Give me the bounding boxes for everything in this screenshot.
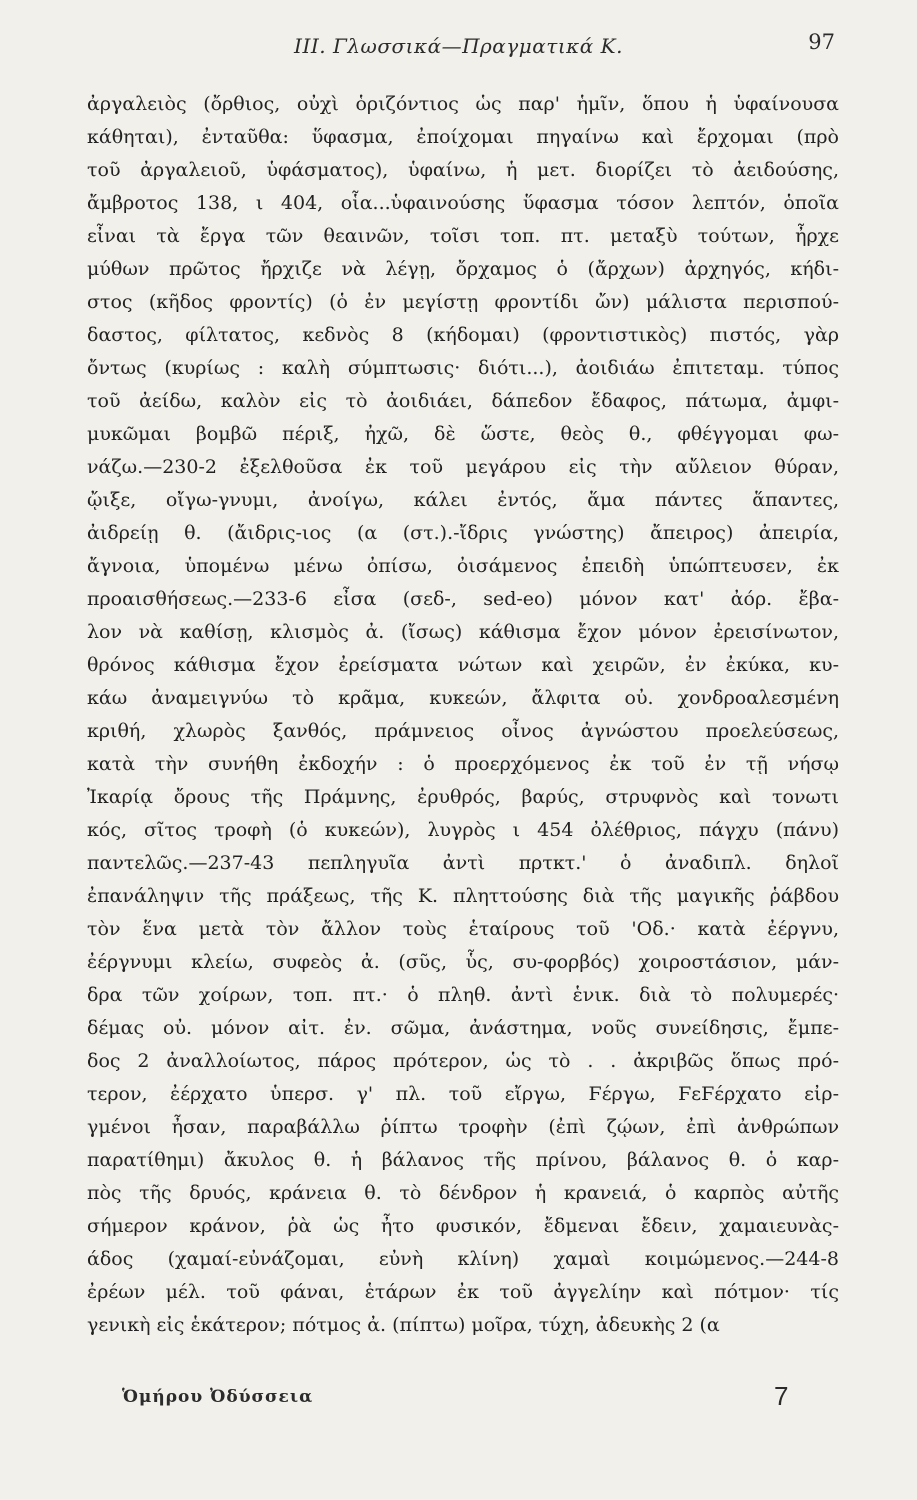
text-line: παντελῶς.—237-43 πεπληγυῖα ἀντὶ πρτκτ.' ὁ ἀναδιπλ. δηλοῖ xyxy=(87,852,839,874)
text-line: παρατίθημι) ἄκυλος θ. ἡ βάλανος τῆς πρίνου, βάλανος θ. ὁ καρ- xyxy=(87,1149,839,1171)
text-line: προαισθήσεως.—233-6 εἶσα (σεδ-, sed-eo) μόνον κατ' ἀόρ. ἔβα- xyxy=(87,588,839,610)
text-line: ἀιδρείῃ θ. (ἄιδρις-ιος (α (στ.).-ἴδρις γνώστης) ἄπειρος) ἀπειρία, xyxy=(87,522,839,544)
text-line: νάζω.—230-2 ἐξελθοῦσα ἐκ τοῦ μεγάρου εἰς τὴν αὔλειον θύραν, xyxy=(87,456,839,478)
text-line: ἐρέων μέλ. τοῦ φάναι, ἑτάρων ἐκ τοῦ ἀγγελίην καὶ πότμον· τίς xyxy=(87,1281,839,1303)
text-line: ἐπανάληψιν τῆς πράξεως, τῆς Κ. πληττούσης διὰ τῆς μαγικῆς ῥάβδου xyxy=(87,885,839,907)
text-line: τερον, ἐέρχατο ὑπερσ. γ' πλ. τοῦ εἴργω, Ϝέργω, ϜεϜέρχατο εἰρ- xyxy=(87,1083,839,1105)
text-line: άδος (χαμαί-εὐνάζομαι, εὐνὴ κλίνη) χαμαὶ κοιμώμενος.—244-8 xyxy=(87,1248,839,1270)
text-line: ᾤιξε, οἴγω-γνυμι, ἀνοίγω, κάλει ἐντός, ἅμα πάντες ἅπαντες, xyxy=(87,489,839,511)
text-line: Ἰκαρίᾳ ὄρους τῆς Πράμνης, ἐρυθρός, βαρύς, στρυφνὸς καὶ τονωτι xyxy=(87,786,839,808)
text-line: μύθων πρῶτος ἤρχιζε νὰ λέγῃ, ὄρχαμος ὁ (ἄρχων) ἀρχηγός, κήδι- xyxy=(87,258,839,280)
text-line: ἄμβροτος 138, ι 404, οἷα...ὑφαινούσης ὕφασμα τόσον λεπτόν, ὁποῖα xyxy=(87,192,839,214)
text-line: κάω ἀναμειγνύω τὸ κρᾶμα, κυκεών, ἄλφιτα οὐ. χονδροαλεσμένη xyxy=(87,687,839,709)
page-number: 97 xyxy=(808,30,835,54)
text-line: γενικὴ εἰς ἑκάτερον; πότμος ἀ. (πίπτω) μοῖρα, τύχη, ἀδευκὴς 2 (α xyxy=(87,1314,720,1336)
commentary-text xyxy=(87,88,839,1342)
text-line: τὸν ἕνα μετὰ τὸν ἄλλον τοὺς ἑταίρους τοῦ 'Οδ.· κατὰ ἐέργνυ, xyxy=(87,918,839,940)
text-line: δος 2 ἀναλλοίωτος, πάρος πρότερον, ὡς τὸ . . ἀκριβῶς ὅπως πρό- xyxy=(87,1050,839,1072)
text-line: τοῦ ἀργαλειοῦ, ὑφάσματος), ὑφαίνω, ἡ μετ. διορίζει τὸ ἀειδούσης, xyxy=(87,159,839,181)
text-line: γμένοι ἦσαν, παραβάλλω ῥίπτω τροφὴν (ἐπὶ ζῴων, ἐπὶ ἀνθρώπων xyxy=(87,1116,839,1138)
text-line: θρόνος κάθισμα ἔχον ἐρείσματα νώτων καὶ χειρῶν, ἐν ἐκύκα, κυ- xyxy=(87,654,839,676)
text-line: σήμερον κράνον, ῥὰ ὡς ἦτο φυσικόν, ἔδμεναι ἔδειν, χαμαιευνὰς- xyxy=(87,1215,839,1237)
text-line: κατὰ τὴν συνήθη ἐκδοχήν : ὁ προερχόμενος ἐκ τοῦ ἐν τῇ νήσῳ xyxy=(87,753,839,775)
text-line: μυκῶμαι βομβῶ πέριξ, ἠχῶ, δὲ ὥστε, θεὸς θ., φθέγγομαι φω- xyxy=(87,423,839,445)
text-line: ἐέργνυμι κλείω, συφεὸς ἀ. (σῦς, ὗς, συ-φορβός) χοιροστάσιον, μάν- xyxy=(87,951,839,973)
header-title: III. Γλωσσικά—Πραγματικά Κ. xyxy=(294,34,623,58)
text-line: πὸς τῆς δρυός, κράνεια θ. τὸ δένδρον ἡ κρανειά, ὁ καρπὸς αὐτῆς xyxy=(87,1182,839,1204)
text-line: λον νὰ καθίσῃ, κλισμὸς ἀ. (ἴσως) κάθισμα ἔχον μόνον ἐρεισίνωτον, xyxy=(87,621,839,643)
text-line: κριθή, χλωρὸς ξανθός, πράμνειος οἶνος ἀγνώστου προελεύσεως, xyxy=(87,720,839,742)
running-header xyxy=(0,30,917,60)
text-line: δρα τῶν χοίρων, τοπ. πτ.· ὁ πληθ. ἀντὶ ἑνικ. διὰ τὸ πολυμερές· xyxy=(87,984,839,1006)
text-line: κάθηται), ἐνταῦθα: ὕφασμα, ἐποίχομαι πηγαίνω καὶ ἔρχομαι (πρὸ xyxy=(87,126,839,148)
sheet-number: 7 xyxy=(774,1381,789,1411)
text-line: κός, σῖτος τροφὴ (ὁ κυκεών), λυγρὸς ι 454 ὀλέθριος, πάγχυ (πάνυ) xyxy=(87,819,839,841)
text-line: ἄγνοια, ὑπομένω μένω ὀπίσω, ὀισάμενος ἐπειδὴ ὑπώπτευσεν, ἐκ xyxy=(87,555,839,577)
footer-signature: Ὁμήρου Ὀδύσσεια xyxy=(122,1387,314,1407)
text-line: δέμας οὐ. μόνον αἰτ. ἐν. σῶμα, ἀνάστημα, νοῦς συνείδησις, ἔμπε- xyxy=(87,1017,839,1039)
text-line: ὄντως (κυρίως : καλὴ σύμπτωσις· διότι...), ἀοιδιάω ἐπιτεταμ. τύπος xyxy=(87,357,839,379)
text-line: τοῦ ἀείδω, καλὸν εἰς τὸ ἀοιδιάει, δάπεδον ἔδαφος, πάτωμα, ἀμφι- xyxy=(87,390,839,412)
text-line: δαστος, φίλτατος, κεδνὸς 8 (κήδομαι) (φροντιστικὸς) πιστός, γὰρ xyxy=(87,324,839,346)
text-line: εἶναι τὰ ἔργα τῶν θεαινῶν, τοῖσι τοπ. πτ. μεταξὺ τούτων, ἦρχε xyxy=(87,225,839,247)
page-footer xyxy=(0,1381,917,1421)
text-line: ἀργαλειὸς (ὄρθιος, οὐχὶ ὁριζόντιος ὡς παρ' ἡμῖν, ὅπου ἡ ὑφαίνουσα xyxy=(87,93,839,115)
text-line: στος (κῆδος φροντίς) (ὁ ἐν μεγίστῃ φροντίδι ὤν) μάλιστα περισπού- xyxy=(87,291,839,313)
